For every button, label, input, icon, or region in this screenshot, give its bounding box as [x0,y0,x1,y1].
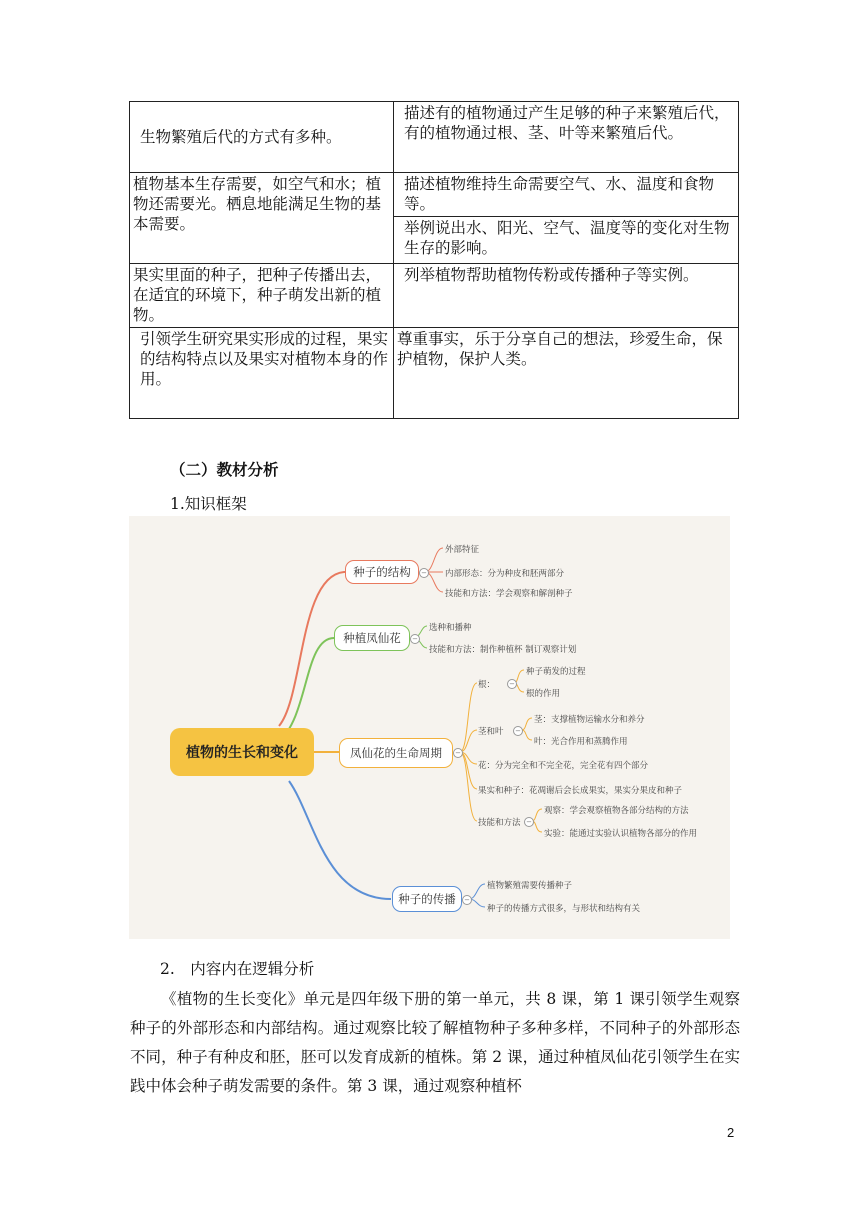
table-cell: 列举植物帮助植物传粉或传播种子等实例。 [394,264,739,328]
leaf: 选种和播种 [429,623,472,633]
standards-table [129,101,739,419]
branch-plant-balsam: 种植凤仙花 [334,625,410,651]
table-cell: 尊重事实，乐于分享自己的想法，珍爱生命，保护植物，保护人类。 [394,328,739,419]
table-cell: 举例说出水、阳光、空气、温度等的变化对生物生存的影响。 [394,217,739,264]
sub-branch-root: 根： [478,680,496,690]
sub-branch-skills: 技能和方法 [478,818,521,828]
collapse-icon: − [410,634,420,644]
table-cell: 植物基本生存需要，如空气和水；植物还需要光。栖息地能满足生物的基本需要。 [130,173,394,264]
table-row [130,264,739,328]
branch-seed-structure: 种子的结构 [345,560,419,584]
leaf: 外部特征 [445,545,480,555]
page-number: 2 [727,1125,735,1140]
collapse-icon: − [419,568,429,578]
leaf: 内部形态：分为种皮和胚两部分 [445,569,565,579]
knowledge-mindmap [129,516,730,939]
leaf: 技能和方法：制作种植杯 制订观察计划 [429,645,577,655]
sub-branch-stem-leaf: 茎和叶 [478,727,504,737]
table-cell: 描述有的植物通过产生足够的种子来繁殖后代，有的植物通过根、茎、叶等来繁殖后代。 [394,102,739,173]
leaf: 根的作用 [526,689,561,699]
table-row [130,102,739,173]
branch-seed-dispersal: 种子的传播 [392,886,462,912]
table-cell: 生物繁殖后代的方式有多种。 [130,102,394,173]
sub-branch-fruit: 果实和种子：花凋谢后会长成果实，果实分果皮和种子 [478,786,683,796]
leaf: 种子的传播方式很多，与形状和结构有关 [487,904,641,914]
leaf: 叶：光合作用和蒸腾作用 [534,737,628,747]
collapse-icon: − [513,726,523,736]
collapse-icon: − [462,895,472,905]
collapse-icon: − [453,748,463,758]
mindmap-center-node: 植物的生长和变化 [170,728,314,776]
body-paragraph: 《植物的生长变化》单元是四年级下册的第一单元，共 8 课，第 1 课引领学生观察种子的外部形态和内部结构。通过观察比较了解植物种子多种多样，不同种子的外部形态不同，种子有种皮和胚，胚可以发育成新的植株。第 2 课，通过种植凤仙花引领学生在实践中体会种子萌发需要的条件。第 3 课，通过观察种植杯 [130,990,740,1095]
collapse-icon: − [507,679,517,689]
sub-branch-flower: 花：分为完全和不完全花，完全花有四个部分 [478,761,649,771]
leaf: 技能和方法：学会观察和解剖种子 [445,589,573,599]
subsection-title: 1.知识框架 [170,495,247,513]
leaf: 植物繁殖需要传播种子 [487,881,573,891]
leaf: 观察：学会观察植物各部分结构的方法 [544,806,689,816]
table-cell: 描述植物维持生命需要空气、水、温度和食物等。 [394,173,739,217]
branch-life-cycle: 凤仙花的生命周期 [339,738,453,768]
table-cell: 果实里面的种子，把种子传播出去，在适宜的环境下，种子萌发出新的植物。 [130,264,394,328]
table-cell: 引领学生研究果实形成的过程，果实的结构特点以及果实对植物本身的作用。 [130,328,394,419]
table-row [130,173,739,217]
subsection-title: 2. 内容内在逻辑分析 [160,960,315,978]
collapse-icon: − [524,817,534,827]
leaf: 实验：能通过实验认识植物各部分的作用 [544,829,698,839]
leaf: 茎：支撑植物运输水分和养分 [534,715,645,725]
section-title: （二）教材分析 [170,460,279,479]
table-row [130,328,739,419]
leaf: 种子萌发的过程 [526,667,586,677]
